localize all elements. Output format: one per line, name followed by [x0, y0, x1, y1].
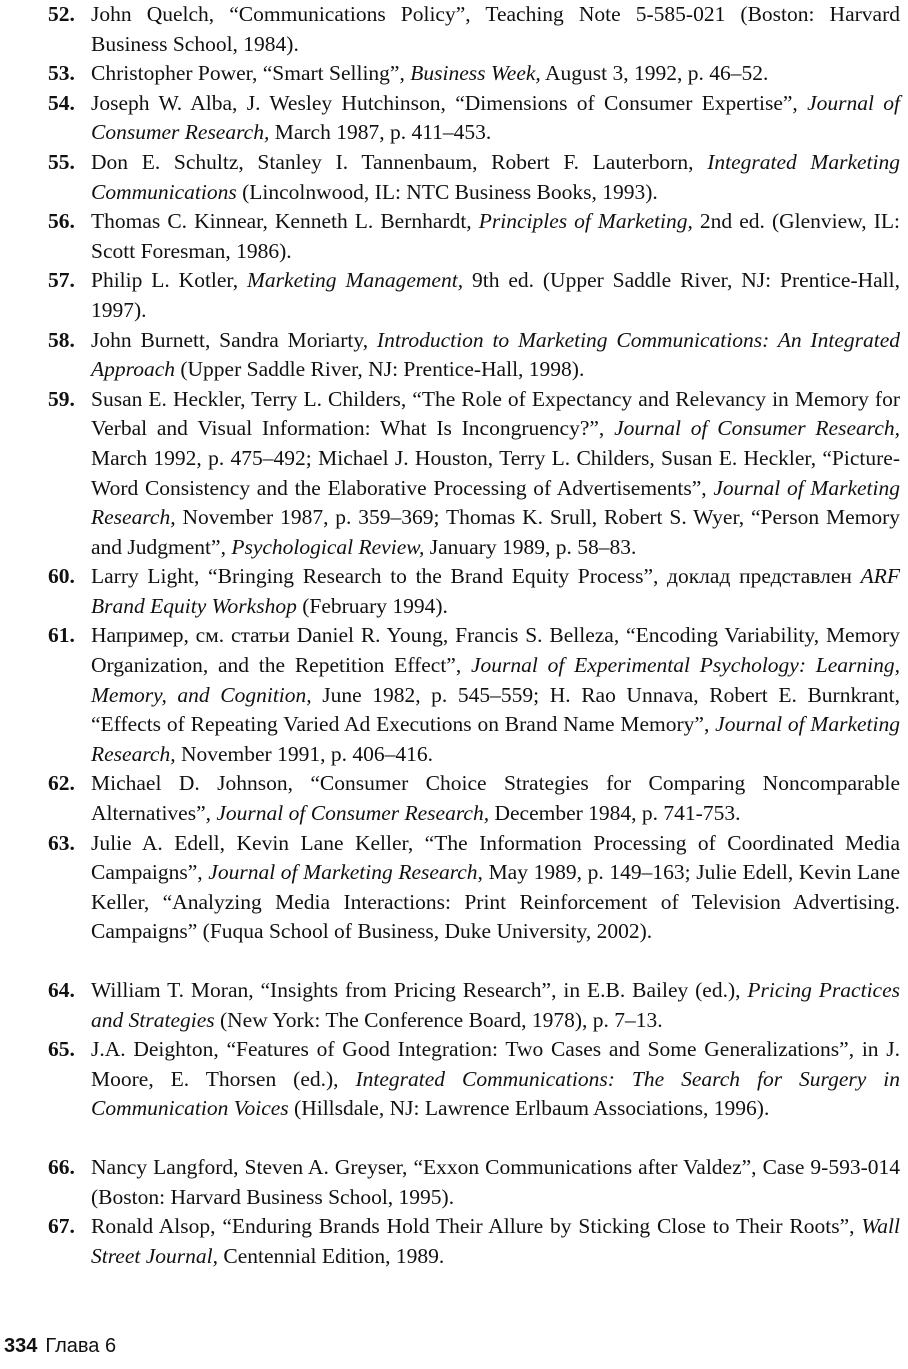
reference-number: 66.: [48, 1154, 75, 1179]
reference-title: Introduction to Marketing Communications: An Integrated Approach: [91, 327, 900, 382]
reference-text: March 1987, p. 411–453.: [269, 120, 492, 145]
reference-number: 53.: [48, 61, 75, 86]
reference-number: 64.: [48, 978, 75, 1002]
reference-number: 61.: [48, 623, 75, 648]
reference-text: Christopher Power, “Smart Selling”,: [91, 61, 411, 86]
reference-text: Larry Light, “Bringing Research to the Brand Equity Process”, доклад представлен: [91, 564, 861, 589]
page-number: 334: [4, 1335, 38, 1357]
reference-text: (Upper Saddle River, NJ: Prentice-Hall, 1998).: [175, 357, 585, 382]
reference-text: Ronald Alsop, “Enduring Brands Hold Their Allure by Sticking Close to Their Roots”,: [91, 1214, 862, 1239]
reference-text: (Lincolnwood, IL: NTC Business Books, 1993).: [236, 179, 658, 204]
reference-title: Integrated Communications: The Search for Surgery in Communication Voices: [91, 1066, 900, 1121]
page-footer: [4, 1335, 116, 1358]
reference-item: [44, 89, 900, 148]
reference-text: William T. Moran, “Insights from Pricing Research”, in E.B. Bailey (ed.),: [91, 978, 748, 1002]
reference-text: Don E. Schultz, Stanley I. Tannenbaum, Robert F. Lauterborn,: [91, 149, 708, 174]
reference-text: John Quelch, “Communications Policy”, Teaching Note 5-585-021 (Boston: Harvard Business School, 1984).: [91, 2, 900, 56]
reference-title: Pricing Practices and Strategies: [91, 978, 900, 1032]
reference-item: [44, 562, 900, 621]
reference-text: J.A. Deighton, “Features of Good Integration: Two Cases and Some Generalizations”, in J. Moore, E. Thorsen (ed.),: [91, 1037, 900, 1091]
reference-number: 60.: [48, 564, 75, 589]
reference-title: Journal of Consumer Research,: [216, 801, 490, 826]
reference-item: [44, 207, 900, 266]
reference-item: [44, 829, 900, 947]
reference-title: Journal of Marketing Research,: [208, 860, 483, 885]
reference-item: [44, 976, 900, 1035]
reference-title: Journal of Marketing Research,: [91, 712, 900, 766]
reference-text: May 1989, p. 149–163; Julie Edell, Kevin Lane Keller, “Analyzing Media Interactions: Print Reinforcement of Television Advertising. Campaigns” (Fuqua School of Business, Duke University, 2002).: [91, 860, 900, 944]
reference-title: ARF Brand Equity Workshop: [91, 564, 900, 618]
reference-number: 62.: [48, 771, 75, 796]
reference-title: Wall Street Journal,: [91, 1214, 900, 1268]
reference-title: Business Week,: [410, 61, 541, 86]
reference-title: Journal of Experimental Psychology: Learning, Memory, and Cognition,: [91, 653, 900, 707]
reference-item: [44, 621, 900, 769]
reference-text: (February 1994).: [296, 593, 448, 618]
reference-text: Centennial Edition, 1989.: [217, 1243, 445, 1268]
reference-text: June 1982, p. 545–559; H. Rao Unnava, Robert E. Burnkrant, “Effects of Repeating Varied Ad Executions on Brand Name Memory”,: [91, 682, 900, 737]
reference-text: January 1989, p. 58–83.: [424, 534, 637, 559]
reference-title: Principles of Marketing,: [478, 209, 693, 234]
reference-list: [44, 0, 900, 1271]
reference-text: Nancy Langford, Steven A. Greyser, “Exxon Communications after Valdez”, Case 9-593-014 (Boston: Harvard Business School, 1995).: [91, 1154, 900, 1209]
reference-number: 55.: [48, 149, 75, 174]
reference-item: [44, 1035, 900, 1124]
reference-text: 9th ed. (Upper Saddle River, NJ: Prentice-Hall, 1997).: [91, 268, 900, 322]
reference-text: Philip L. Kotler,: [91, 268, 247, 293]
reference-text: Michael D. Johnson, “Consumer Choice Strategies for Comparing Noncomparable Alternatives”,: [91, 771, 900, 826]
reference-text: (New York: The Conference Board, 1978), p. 7–13.: [214, 1007, 663, 1032]
reference-number: 52.: [48, 2, 75, 26]
reference-number: 63.: [48, 830, 75, 855]
reference-item: [44, 1212, 900, 1271]
reference-text: John Burnett, Sandra Moriarty,: [91, 327, 377, 352]
reference-item: [44, 1153, 900, 1212]
reference-item: [44, 266, 900, 325]
reference-text: (Hillsdale, NJ: Lawrence Erlbaum Associations, 1996).: [288, 1096, 770, 1121]
reference-text: Susan E. Heckler, Terry L. Childers, “The Role of Expectancy and Relevancy in Memory for Verbal and Visual Information: What Is Incongruency?”,: [91, 386, 900, 441]
reference-number: 54.: [48, 90, 75, 115]
reference-text: November 1987, p. 359–369; Thomas K. Srull, Robert S. Wyer, “Person Memory and Judgment”,: [91, 505, 900, 559]
reference-number: 58.: [48, 327, 75, 352]
reference-number: 65.: [48, 1037, 75, 1062]
reference-text: December 1984, p. 741-753.: [489, 801, 741, 826]
reference-item: [44, 0, 900, 59]
reference-title: Psychological Review,: [231, 534, 425, 559]
chapter-label: Глава 6: [45, 1335, 117, 1357]
reference-item: [44, 148, 900, 207]
reference-item: [44, 769, 900, 828]
reference-text: Например, см. статьи Daniel R. Young, Francis S. Belleza, “Encoding Variability, Memory Organization, and the Repetition Effect”,: [91, 623, 900, 678]
reference-number: 67.: [48, 1214, 75, 1239]
reference-text: Joseph W. Alba, J. Wesley Hutchinson, “Dimensions of Consumer Expertise”,: [91, 90, 808, 115]
reference-item: [44, 385, 900, 563]
reference-title: Marketing Management,: [247, 268, 464, 293]
reference-title: Journal of Consumer Research,: [614, 416, 900, 441]
reference-title: Journal of Marketing Research,: [91, 475, 900, 530]
reference-title: Journal of Consumer Research,: [91, 90, 900, 145]
reference-text: Thomas C. Kinnear, Kenneth L. Bernhardt,: [91, 209, 479, 234]
reference-title: Integrated Marketing Communications: [91, 149, 900, 204]
reference-item: [44, 59, 900, 89]
reference-number: 56.: [48, 209, 75, 234]
reference-item: [44, 326, 900, 385]
reference-text: March 1992, p. 475–492; Michael J. Houston, Terry L. Childers, Susan E. Heckler, “Picture-Word Consistency and the Elaborative Processing of Advertisements”,: [91, 445, 900, 500]
reference-text: November 1991, p. 406–416.: [175, 741, 433, 766]
reference-number: 57.: [48, 268, 75, 293]
reference-text: August 3, 1992, p. 46–52.: [540, 61, 769, 86]
reference-number: 59.: [48, 386, 75, 411]
reference-text: 2nd ed. (Glenview, IL: Scott Foresman, 1986).: [91, 209, 900, 263]
reference-text: Julie A. Edell, Kevin Lane Keller, “The Information Processing of Coordinated Media Campaigns”,: [91, 830, 900, 885]
